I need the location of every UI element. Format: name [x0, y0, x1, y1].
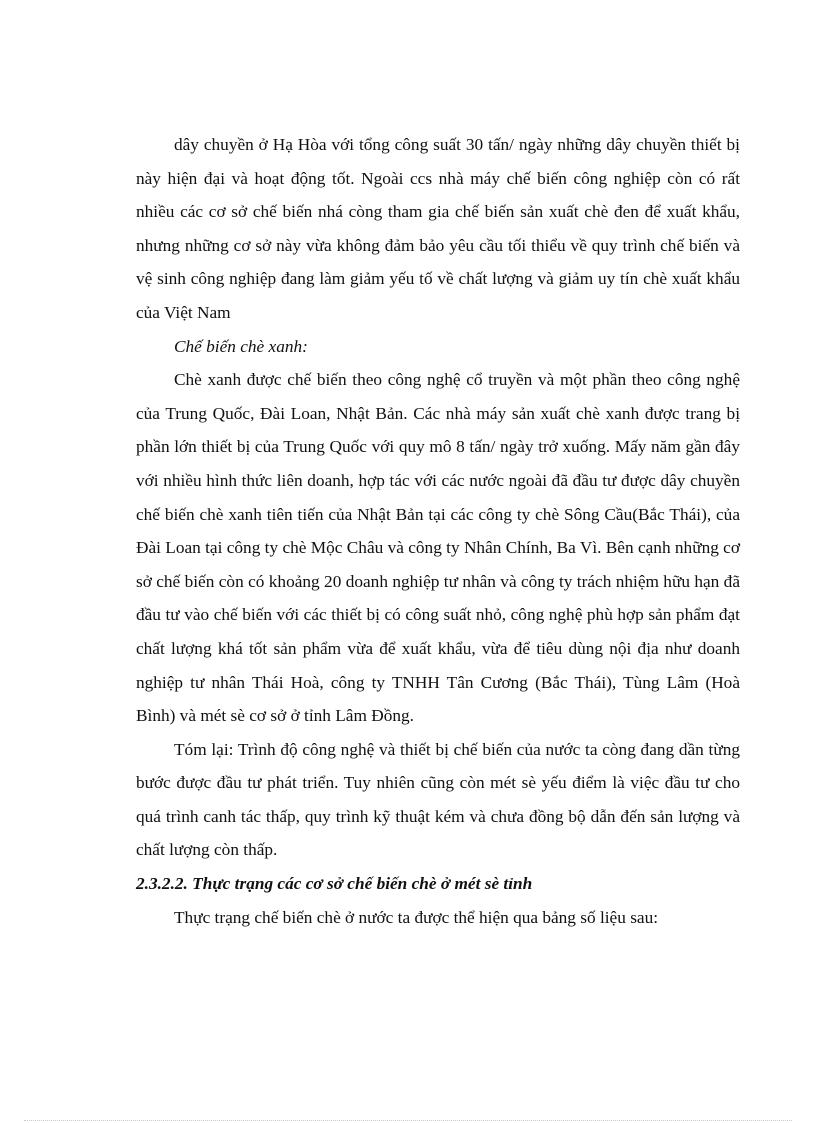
section-heading-2-3-2-2: 2.3.2.2. Thực trạng các cơ sở chế biến chè ở mét sè tỉnh	[136, 874, 533, 894]
page-bottom-divider	[24, 1120, 792, 1121]
paragraph-black-tea-lines: dây chuyền ở Hạ Hòa với tổng công suất 30 tấn/ ngày những dây chuyền thiết bị này hiện đại và hoạt động tốt. Ngoài ccs nhà máy chế biến công nghiệp còn có rất nhiều các cơ sở chế biến nhá còng tham gia chế biến sản xuất chè đen để xuất khẩu, nhưng những cơ sở này vừa không đảm bảo yêu cầu tối thiểu về quy trình chế biến và vệ sinh công nghiệp đang làm giảm yếu tố về chất lượng và giảm uy tín chè xuất khẩu của Việt Nam	[136, 135, 740, 322]
paragraph-summary: Tóm lại: Trình độ công nghệ và thiết bị chế biến của nước ta còng đang dần từng bước được đầu tư phát triển. Tuy nhiên cũng còn mét sè yếu điểm là việc đầu tư cho quá trình canh tác thấp, quy trình kỹ thuật kém và chưa đồng bộ dẫn đến sản lượng và chất lượng còn thấp.	[136, 739, 740, 860]
document-body	[136, 128, 740, 934]
subheading-green-tea-processing: Chế biến chè xanh:	[174, 336, 308, 356]
paragraph-table-intro: Thực trạng chế biến chè ở nước ta được thể hiện qua bảng số liệu sau:	[174, 907, 659, 927]
paragraph-green-tea-technology: Chè xanh được chế biến theo công nghệ cổ truyền và một phần theo công nghệ của Trung Quốc, Đài Loan, Nhật Bản. Các nhà máy sản xuất chè xanh được trang bị phần lớn thiết bị của Trung Quốc với quy mô 8 tấn/ ngày trở xuống. Mấy năm gần đây với nhiều hình thức liên doanh, hợp tác với các nước ngoài đã đầu tư được dây chuyền chế biến chè xanh tiên tiến của Nhật Bản tại các công ty chè Sông Cầu(Bắc Thái), của Đài Loan tại công ty chè Mộc Châu và công ty Nhân Chính, Ba Vì. Bên cạnh những cơ sở chế biến còn có khoảng 20 doanh nghiệp tư nhân và công ty trách nhiệm hữu hạn đã đầu tư vào chế biến với các thiết bị có công suất nhỏ, công nghệ phù hợp sản phẩm đạt chất lượng khá tốt sản phẩm vừa để xuất khẩu, vừa để tiêu dùng nội địa như doanh nghiệp tư nhân Thái Hoà, công ty TNHH Tân Cương (Bắc Thái), Tùng Lâm (Hoà Bình) và mét sè cơ sở ở tỉnh Lâm Đồng.	[136, 370, 740, 726]
